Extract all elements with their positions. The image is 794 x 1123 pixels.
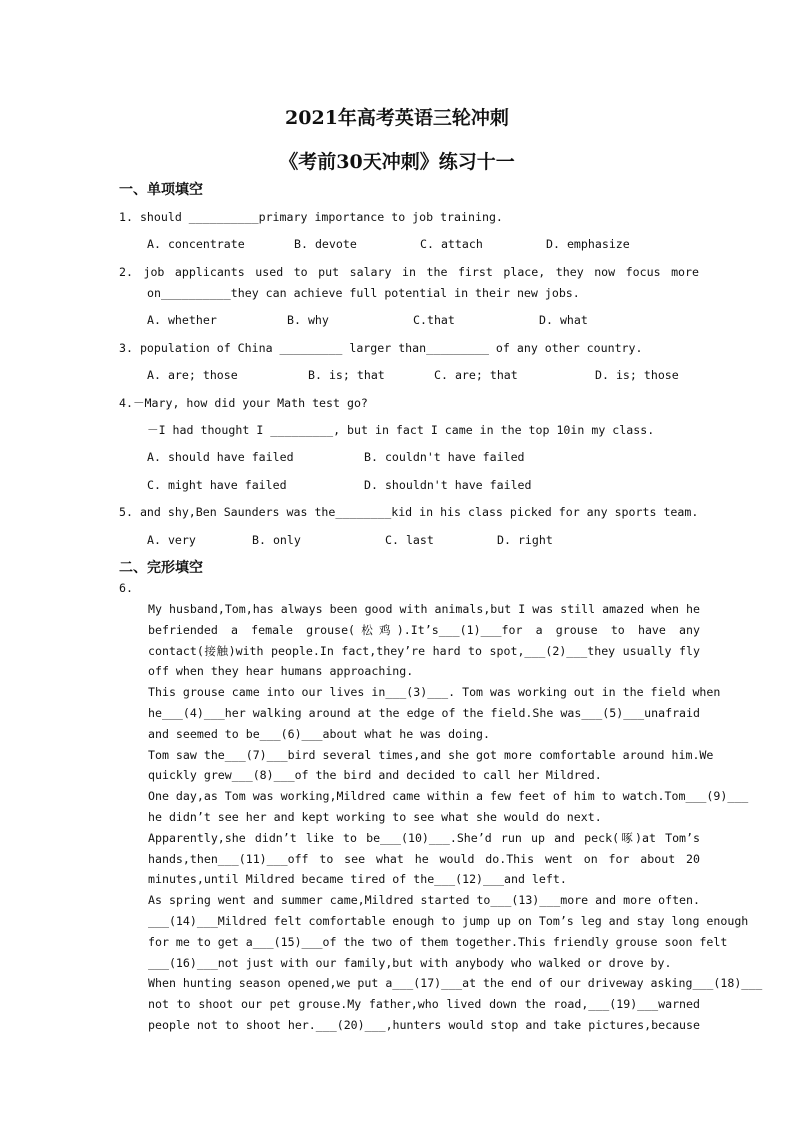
passage-line: Tom saw the___(7)___bird several times,and she got more comfortable around him.We (148, 747, 714, 762)
passage-line: ___(16)___not just with our family,but with anybody who walked or drove by. (148, 955, 672, 970)
cloze-passage (148, 601, 763, 1033)
question-3-option-d: D. is; those (595, 368, 679, 382)
question-4-stem-line2: －I had thought I _________, but in fact I came in the top 10in my class. (147, 423, 655, 437)
section-heading-single-choice: 一、单项填空 (119, 182, 203, 198)
question-2-stem-line1: 2. job applicants used to put salary in the first place, they now focus more (119, 265, 699, 279)
passage-line: One day,as Tom was working,Mildred came within a few feet of him to watch.Tom___(9)___ (148, 789, 749, 804)
passage-line: ___(14)___Mildred felt comfortable enough to jump up on Tom’s leg and stay long enough (148, 913, 749, 928)
passage-line: As spring went and summer came,Mildred started to___(13)___more and more often. (148, 893, 700, 908)
question-3-stem: 3. population of China _________ larger than_________ of any other country. (119, 341, 643, 355)
question-4-option-b: B. couldn't have failed (364, 450, 525, 464)
question-3-option-b: B. is; that (308, 368, 385, 382)
question-5-option-b: B. only (252, 533, 301, 547)
passage-line: he didn’t see her and kept working to see what she would do next. (148, 809, 602, 824)
question-1-option-d: D. emphasize (546, 237, 630, 251)
question-4-option-a: A. should have failed (147, 450, 294, 464)
passage-line: My husband,Tom,has always been good with animals,but I was still amazed when he (148, 602, 700, 616)
question-4-option-d: D. shouldn't have failed (364, 478, 532, 492)
question-5-stem: 5. and shy,Ben Saunders was the________kid in his class picked for any sports team. (119, 505, 699, 519)
question-5-option-c: C. last (385, 533, 434, 547)
question-6-number: 6. (119, 581, 133, 595)
question-1-option-b: B. devote (294, 237, 357, 251)
passage-line: minutes,until Mildred became tired of the___(12)___and left. (148, 872, 567, 887)
question-1-stem: 1. should __________primary importance to job training. (119, 210, 503, 224)
question-2-stem-line2: on__________they can achieve full potential in their new jobs. (147, 286, 580, 300)
passage-line: contact(接触)with people.In fact,they’re hard to spot,___(2)___they usually fly (148, 643, 700, 658)
question-3-option-a: A. are; those (147, 368, 238, 382)
section-heading-cloze: 二、完形填空 (119, 560, 203, 576)
passage-line: off when they hear humans approaching. (148, 664, 414, 679)
question-2-option-a: A. whether (147, 313, 217, 327)
question-3-option-c: C. are; that (434, 368, 518, 382)
question-1-option-c: C. attach (420, 237, 483, 251)
page-subtitle: 《考前30天冲刺》练习十一 (279, 151, 515, 173)
question-1-option-a: A. concentrate (147, 237, 245, 251)
passage-line: and seemed to be___(6)___about what he was doing. (148, 726, 491, 741)
passage-line: he___(4)___her walking around at the edge of the field.She was___(5)___unafraid (148, 705, 700, 720)
passage-line: This grouse came into our lives in___(3)___. Tom was working out in the field when (148, 685, 721, 700)
passage-line: for me to get a___(15)___of the two of them together.This friendly grouse soon felt (148, 934, 728, 949)
passage-line: not to shoot our pet grouse.My father,who lived down the road,___(19)___warned (148, 997, 700, 1012)
passage-line: When hunting season opened,we put a___(17)___at the end of our driveway asking___(18)___ (148, 976, 763, 991)
passage-line: hands,then___(11)___off to see what he would do.This went on for about 20 (148, 851, 700, 866)
question-4-stem-line1: 4.－Mary, how did your Math test go? (119, 396, 368, 410)
passage-line: Apparently,she didn’t like to be___(10)___.She’d run up and peck(啄)at Tom’s (148, 830, 700, 845)
passage-line: befriended a female grouse(松鸡).It’s___(1)___for a grouse to have any (148, 622, 700, 637)
question-2-option-d: D. what (539, 313, 588, 327)
question-5-option-d: D. right (497, 533, 553, 547)
question-5-option-a: A. very (147, 533, 196, 547)
question-4-option-c: C. might have failed (147, 478, 287, 492)
question-2-option-b: B. why (287, 313, 329, 327)
page-title: 2021年高考英语三轮冲刺 (285, 107, 509, 129)
passage-line: people not to shoot her.___(20)___,hunters would stop and take pictures,because (148, 1017, 700, 1032)
question-2-option-c: C.that (413, 313, 455, 327)
passage-line: quickly grew___(8)___of the bird and decided to call her Mildred. (148, 768, 602, 783)
